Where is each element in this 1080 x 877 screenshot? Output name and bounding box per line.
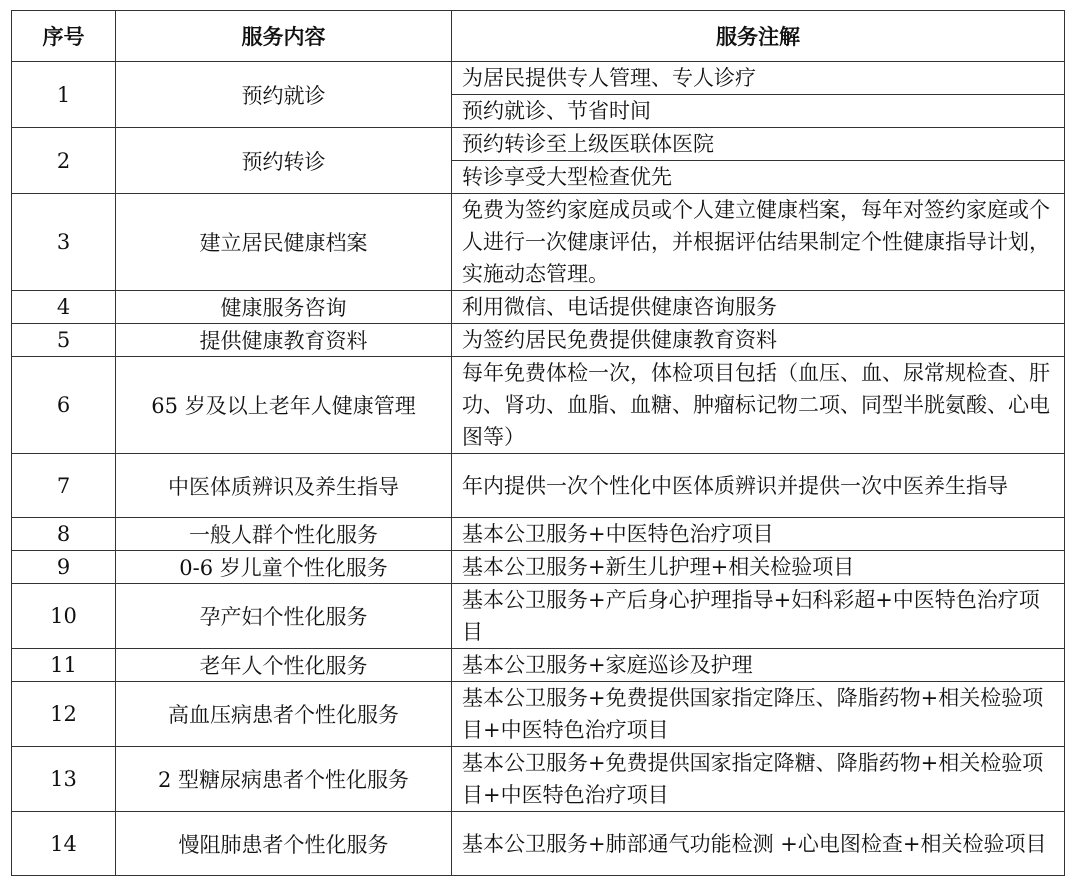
service-note: 基本公卫服务+中医特色治疗项目 <box>452 518 1065 551</box>
row-number: 11 <box>12 649 116 682</box>
row-number: 8 <box>12 518 116 551</box>
table-row <box>12 357 1065 454</box>
row-number: 6 <box>12 357 116 454</box>
services-table <box>11 10 1065 876</box>
service-content: 预约转诊 <box>116 128 452 194</box>
service-note: 基本公卫服务+产后身心护理指导+妇科彩超+中医特色治疗项目 <box>452 584 1065 649</box>
row-number: 7 <box>12 454 116 518</box>
row-number: 14 <box>12 812 116 876</box>
table-row <box>12 682 1065 747</box>
header-row <box>12 11 1065 62</box>
service-content: 老年人个性化服务 <box>116 649 452 682</box>
service-note: 免费为签约家庭成员或个人建立健康档案，每年对签约家庭或个人进行一次健康评估，并根据评估结果制定个性健康指导计划，实施动态管理。 <box>452 194 1065 291</box>
table-row <box>12 518 1065 551</box>
table-row <box>12 128 1065 161</box>
service-content: 中医体质辨识及养生指导 <box>116 454 452 518</box>
table-row <box>12 291 1065 324</box>
service-note: 转诊享受大型检查优先 <box>452 161 1065 194</box>
service-note: 利用微信、电话提供健康咨询服务 <box>452 291 1065 324</box>
service-content: 一般人群个性化服务 <box>116 518 452 551</box>
table-row <box>12 812 1065 876</box>
row-number: 5 <box>12 324 116 357</box>
service-note: 为签约居民免费提供健康教育资料 <box>452 324 1065 357</box>
table-row <box>12 584 1065 649</box>
table-row <box>12 324 1065 357</box>
row-number: 10 <box>12 584 116 649</box>
service-note: 基本公卫服务+新生儿护理+相关检验项目 <box>452 551 1065 584</box>
row-number: 13 <box>12 747 116 812</box>
table-row <box>12 551 1065 584</box>
row-number: 1 <box>12 62 116 128</box>
service-note: 预约转诊至上级医联体医院 <box>452 128 1065 161</box>
row-number: 9 <box>12 551 116 584</box>
table-row <box>12 649 1065 682</box>
service-content: 建立居民健康档案 <box>116 194 452 291</box>
service-content: 预约就诊 <box>116 62 452 128</box>
service-content: 高血压病患者个性化服务 <box>116 682 452 747</box>
service-note: 基本公卫服务+家庭巡诊及护理 <box>452 649 1065 682</box>
table-row <box>12 747 1065 812</box>
service-content: 提供健康教育资料 <box>116 324 452 357</box>
service-content: 健康服务咨询 <box>116 291 452 324</box>
row-number: 4 <box>12 291 116 324</box>
table-row <box>12 194 1065 291</box>
service-content: 65 岁及以上老年人健康管理 <box>116 357 452 454</box>
row-number: 12 <box>12 682 116 747</box>
row-number: 3 <box>12 194 116 291</box>
service-note: 为居民提供专人管理、专人诊疗 <box>452 62 1065 95</box>
service-note: 每年免费体检一次，体检项目包括（血压、血、尿常规检查、肝功、肾功、血脂、血糖、肿瘤标记物二项、同型半胱氨酸、心电图等） <box>452 357 1065 454</box>
row-number: 2 <box>12 128 116 194</box>
service-content: 孕产妇个性化服务 <box>116 584 452 649</box>
table-row <box>12 62 1065 95</box>
header-notes: 服务注解 <box>452 11 1065 62</box>
service-content: 2 型糖尿病患者个性化服务 <box>116 747 452 812</box>
service-note: 预约就诊、节省时间 <box>452 95 1065 128</box>
header-content: 服务内容 <box>116 11 452 62</box>
service-content: 慢阻肺患者个性化服务 <box>116 812 452 876</box>
service-content: 0-6 岁儿童个性化服务 <box>116 551 452 584</box>
service-note: 基本公卫服务+肺部通气功能检测 +心电图检查+相关检验项目 <box>452 812 1065 876</box>
header-no: 序号 <box>12 11 116 62</box>
service-note: 基本公卫服务+免费提供国家指定降压、降脂药物+相关检验项目+中医特色治疗项目 <box>452 682 1065 747</box>
service-note: 年内提供一次个性化中医体质辨识并提供一次中医养生指导 <box>452 454 1065 518</box>
table-row <box>12 454 1065 518</box>
service-note: 基本公卫服务+免费提供国家指定降糖、降脂药物+相关检验项目+中医特色治疗项目 <box>452 747 1065 812</box>
